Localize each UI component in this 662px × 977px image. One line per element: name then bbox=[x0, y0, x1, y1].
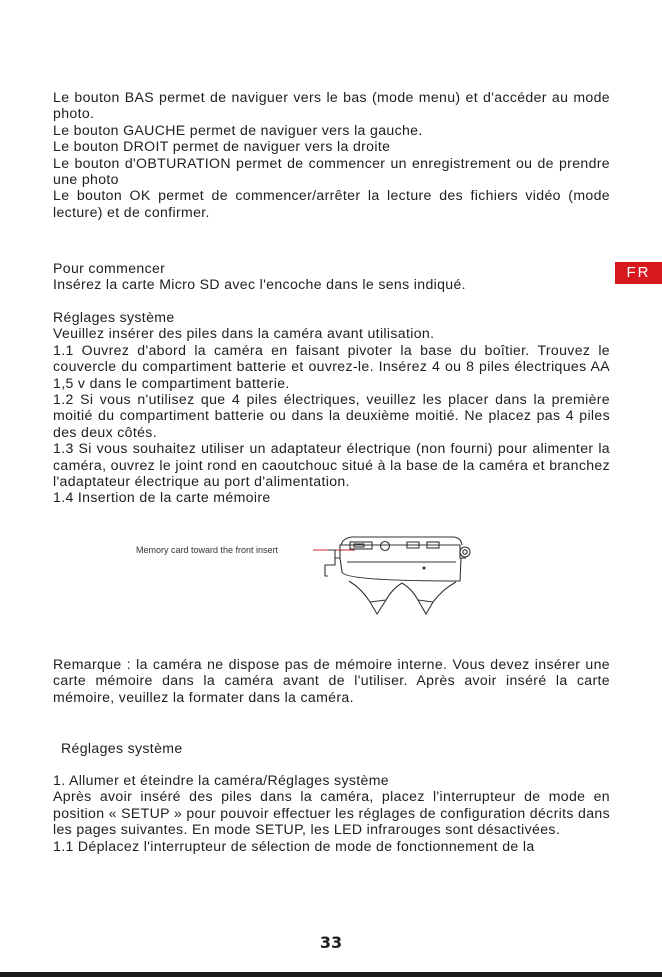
section-heading-system-settings: Réglages système bbox=[53, 309, 175, 325]
paragraph-gauche-button: Le bouton GAUCHE permet de naviguer vers la gauche. bbox=[53, 121, 423, 138]
memory-card-diagram bbox=[130, 528, 475, 620]
remark bbox=[53, 656, 610, 705]
page-number: 33 bbox=[319, 933, 343, 952]
paragraph-insert-batteries: Veuillez insérer des piles dans la caméra avant utilisation. bbox=[53, 325, 435, 342]
button-descriptions bbox=[53, 89, 610, 220]
system-settings-batteries bbox=[53, 309, 610, 506]
figure-label: Memory card toward the front insert bbox=[136, 545, 279, 555]
paragraph-step-1-3: 1.3 Si vous souhaitez utiliser un adaptateur électrique (non fourni) pour alimenter la caméra, ouvrez le joint rond en caoutchouc situé à la base de la caméra et branchez l'adaptateur électrique au port d'alimentation. bbox=[53, 440, 610, 490]
section-heading-getting-started: Pour commencer bbox=[53, 260, 166, 276]
paragraph-step-1-1: 1.1 Ouvrez d'abord la caméra en faisant pivoter la base du boîtier. Trouvez le couvercle du compartiment batterie et ouvrez-le. Insérez 4 ou 8 piles électriques AA 1,5 v dans le compartiment batterie. bbox=[53, 341, 610, 391]
paragraph-remark: Remarque : la caméra ne dispose pas de mémoire interne. Vous devez insérer une carte mémoire dans la caméra avant de l'utiliser. Après avoir inséré la carte mémoire, veuillez la formater dans la caméra. bbox=[53, 656, 610, 705]
camera-base-drawing bbox=[130, 528, 475, 620]
section-heading-power: 1. Allumer et éteindre la caméra/Réglages système bbox=[53, 772, 389, 788]
paragraph-step-1-2: 1.2 Si vous n'utilisez que 4 piles électriques, veuillez les placer dans la première moitié du compartiment batterie ou dans la deuxième moitié. Ne placez pas 4 piles des deux côtés. bbox=[53, 391, 610, 440]
power-settings bbox=[53, 772, 610, 854]
paragraph-bas-button: Le bouton BAS permet de naviguer vers le bas (mode menu) et d'accéder au mode photo. bbox=[53, 89, 610, 122]
paragraph-insert-sd: Insérez la carte Micro SD avec l'encoche dans le sens indiqué. bbox=[53, 276, 466, 293]
section-heading-system-settings-2: Réglages système bbox=[61, 740, 183, 756]
getting-started bbox=[53, 260, 610, 293]
paragraph-step-1-4: 1.4 Insertion de la carte mémoire bbox=[53, 489, 271, 506]
paragraph-ok-button: Le bouton OK permet de commencer/arrêter la lecture des fichiers vidéo (mode lecture) et de confirmer. bbox=[53, 187, 610, 220]
language-badge: FR bbox=[615, 262, 662, 284]
paragraph-setup-mode: Après avoir inséré des piles dans la caméra, placez l'interrupteur de mode en position « SETUP » pour pouvoir effectuer les réglages de configuration décrits dans les pages suivantes. En mode SETUP, les LED infrarouges sont désactivées. bbox=[53, 788, 610, 838]
paragraph-step-1-1-mode: 1.1 Déplacez l'interrupteur de sélection de mode de fonctionnement de la bbox=[53, 837, 535, 854]
paragraph-droit-button: Le bouton DROIT permet de naviguer vers la droite bbox=[53, 138, 391, 155]
system-settings-heading-2 bbox=[53, 740, 610, 756]
bottom-border bbox=[0, 972, 662, 977]
paragraph-obturation-button: Le bouton d'OBTURATION permet de commencer un enregistrement ou de prendre une photo bbox=[53, 154, 610, 188]
